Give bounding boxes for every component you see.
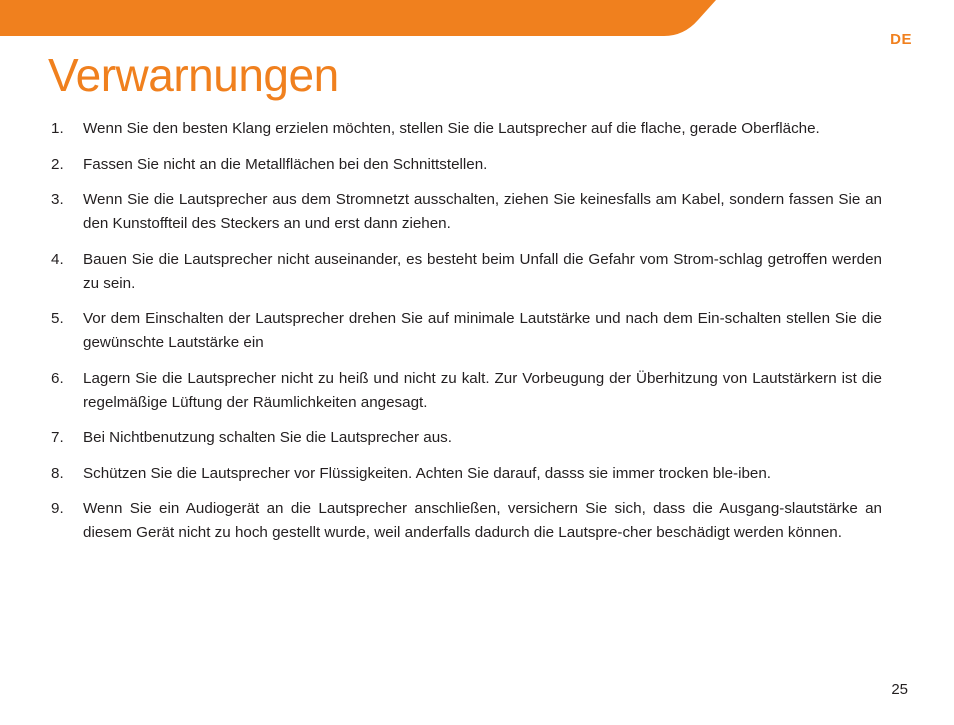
list-item: [0, 117, 954, 141]
item-number: 9.: [51, 500, 64, 517]
language-label: DE: [890, 31, 912, 48]
header-band: [0, 0, 954, 40]
list-item: [0, 426, 954, 450]
item-text: Bauen Sie die Lautsprecher nicht auseinander, es besteht beim Unfall die Gefahr vom Strom-schlag getroffen werden zu sein.: [83, 250, 882, 292]
item-number: 7.: [51, 429, 64, 446]
item-text: Wenn Sie den besten Klang erzielen möchten, stellen Sie die Lautsprecher auf die flache, gerade Oberfläche.: [83, 120, 820, 137]
list-item: [0, 367, 954, 415]
warning-list: [0, 117, 954, 557]
item-text: Schützen Sie die Lautsprecher vor Flüssigkeiten. Achten Sie darauf, dasss sie immer trocken ble-iben.: [83, 464, 772, 482]
list-item: [0, 462, 954, 486]
item-text: Vor dem Einschalten der Lautsprecher drehen Sie auf minimale Lautstärke und nach dem Ein-schalten stellen Sie die gewünschte Lautstärke ein: [83, 310, 882, 351]
list-item: [0, 248, 954, 296]
item-text: Lagern Sie die Lautsprecher nicht zu heiß und nicht zu kalt. Zur Vorbeugung der Überhitzung von Lautstärkern ist die regelmäßige Lüftung der Räumlichkeiten angesagt.: [83, 369, 882, 411]
item-number: 1.: [51, 120, 64, 137]
item-number: 2.: [51, 155, 64, 173]
item-number: 6.: [51, 369, 64, 387]
item-text: Wenn Sie ein Audiogerät an die Lautsprecher anschließen, versichern Sie sich, dass die Ausgang-slautstärke an diesem Gerät nicht zu hoch gestellt wurde, weil anderfalls dadurch die Lautspre-cher beschädigt werden können.: [83, 500, 882, 541]
list-item: [0, 153, 954, 177]
list-item: [0, 307, 954, 355]
list-item: [0, 188, 954, 236]
item-number: 5.: [51, 310, 64, 327]
item-text: Fassen Sie nicht an die Metallflächen bei den Schnittstellen.: [83, 155, 488, 173]
item-number: 8.: [51, 464, 64, 482]
page-title: Verwarnungen: [48, 49, 339, 101]
item-text: Bei Nichtbenutzung schalten Sie die Lautsprecher aus.: [83, 429, 452, 446]
item-number: 4.: [51, 250, 64, 268]
list-item: [0, 497, 954, 545]
item-text: Wenn Sie die Lautsprecher aus dem Stromnetzt ausschalten, ziehen Sie keinesfalls am Kabel, sondern fassen Sie an den Kunstoffteil des Steckers an und erst dann ziehen.: [83, 191, 882, 232]
item-number: 3.: [51, 191, 64, 208]
page-number: 25: [891, 681, 908, 698]
